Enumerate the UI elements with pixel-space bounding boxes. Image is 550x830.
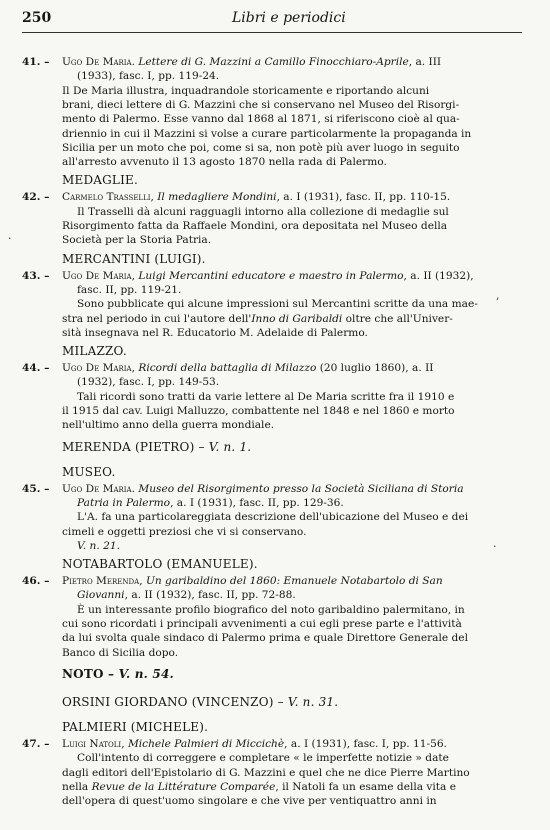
entry-title: Lettere di G. Mazzini a Camillo Finocchiaro-Aprile: [138, 56, 409, 68]
entry-line: [62, 55, 518, 69]
entry-line: [77, 751, 518, 765]
entry-line: [62, 219, 518, 233]
entry-text: brani, dieci lettere di G. Mazzini che si conservano nel Museo del Risorgi-: [62, 98, 460, 111]
entry-text: .: [131, 482, 139, 495]
entry-number: 43. –: [22, 269, 50, 282]
section-heading: [62, 667, 174, 682]
section-heading-text: MILAZZO.: [62, 344, 127, 359]
cross-reference: V. n. 54.: [118, 666, 174, 681]
entry-author: Pietro Merenda: [62, 575, 140, 588]
entry-line: [77, 539, 518, 553]
entry-text: (20 luglio 1860), a. II: [316, 362, 434, 375]
entry-line: [77, 496, 518, 510]
entry-line: [62, 269, 518, 283]
entry-line: [62, 84, 518, 98]
cross-reference: V. n. 1.: [208, 439, 252, 454]
margin-dot: ·: [493, 540, 497, 553]
entry-text: il 1915 dal cav. Luigi Malluzzo, combattente nel 1848 e nel 1860 e morto: [62, 405, 455, 417]
entry-text: È un interessante profilo biografico del noto garibaldino palermitano, in: [77, 603, 465, 616]
section-heading-text: MEDAGLIE.: [62, 173, 139, 188]
entry-title: Revue de la Littérature Comparée: [91, 780, 276, 793]
entry-text: all'arresto avvenuto il 13 agosto 1870 nella rada di Palermo.: [62, 156, 387, 169]
entry-text: fasc. II, pp. 119-21.: [77, 283, 182, 296]
entry-text: , a. I (1931), fasc. II, pp. 110-15.: [276, 191, 451, 204]
section-heading: [62, 173, 138, 188]
entry-title: Patria in Palermo: [77, 496, 171, 509]
entry-line: [62, 127, 518, 141]
entry-text: ,: [121, 737, 128, 750]
entry-text: , a. III: [408, 56, 442, 68]
page-number: 250: [22, 10, 52, 26]
entry-line: [62, 631, 518, 645]
section-heading: [62, 695, 338, 710]
entry-line: [62, 766, 518, 780]
margin-tick: ,: [496, 289, 500, 302]
entry-text: , a. II (1932),: [403, 269, 474, 282]
entry-line: [77, 603, 518, 617]
entry-line: [62, 312, 518, 326]
section-heading-text: PALMIERI (MICHELE).: [62, 719, 209, 734]
entry-line: [77, 588, 518, 602]
section-heading-text: MUSEO.: [62, 464, 116, 479]
entry-text: (1933), fasc. I, pp. 119-24.: [77, 70, 220, 83]
entry-author: Ugo De Maria: [62, 269, 132, 282]
section-heading: [62, 440, 251, 455]
entry-text: cimeli e oggetti preziosi che vi si conservano.: [62, 525, 307, 538]
entry-text: dell'opera di quest'uomo singolare e che vive per ventiquattro anni in: [62, 795, 437, 808]
section-heading-text: NOTABARTOLO (EMANUELE).: [62, 557, 258, 572]
entry-title: Ricordi della battaglia di Milazzo: [138, 362, 317, 375]
entry-text: ,: [139, 575, 146, 588]
entry-line: [62, 112, 518, 126]
entry-title: Inno di Garibaldi: [251, 312, 343, 325]
entry-number: 46. –: [22, 575, 50, 588]
entry-author: Carmelo Trasselli: [62, 191, 151, 204]
entry-line: [77, 69, 518, 83]
entry-line: [62, 525, 518, 539]
page-header: [22, 10, 522, 30]
entry-number: 45. –: [22, 482, 50, 495]
entry-title: V. n. 21.: [77, 539, 120, 552]
entry-title: Il medagliere Mondini: [157, 191, 277, 204]
entry-text: Banco di Sicilia dopo.: [62, 646, 179, 659]
margin-dot: ·: [8, 232, 12, 245]
entry-text: Coll'intento di correggere e completare « le imperfette notizie » date: [77, 752, 449, 765]
entry-line: [62, 794, 518, 808]
entry-text: mento di Palermo. Esse vanno dal 1868 al 1871, si riferiscono cioè al qua-: [62, 113, 460, 126]
entry-text: (1932), fasc. I, pp. 149-53.: [77, 376, 220, 389]
entry-text: da lui svolta quale sindaco di Palermo prima e quale Direttore Generale del: [62, 632, 468, 645]
header-rule: [22, 32, 522, 33]
entry-text: dagli editori dell'Epistolario di G. Mazzini e quel che ne dice Pierre Martino: [62, 766, 470, 779]
entry-number: 41. –: [22, 56, 50, 68]
entry-line: [62, 404, 518, 418]
entry-title: Giovanni: [77, 589, 125, 602]
section-heading: [62, 465, 116, 480]
entry-line: [62, 418, 518, 432]
entry-line: [62, 326, 518, 340]
entry-title: Un garibaldino del 1860: Emanuele Notabartolo di San: [145, 575, 443, 588]
entry-text: oltre che all'Univer-: [342, 312, 453, 325]
section-heading-text: MERENDA (PIETRO) –: [62, 439, 209, 454]
entry-number: 47. –: [22, 737, 50, 750]
entry-line: [77, 375, 518, 389]
entry-text: , il Natoli fa un esame della vita e: [275, 780, 457, 793]
cross-reference: V. n. 31.: [287, 694, 339, 709]
entry-author: Ugo De Maria: [62, 56, 132, 68]
section-heading: [62, 720, 208, 735]
entry-line: [62, 98, 518, 112]
entry-line: [62, 574, 518, 588]
entry-number: 42. –: [22, 191, 50, 204]
entry-text: ,: [131, 362, 139, 375]
section-heading: [62, 344, 127, 359]
entry-text: sità insegnava nel R. Educatorio M. Adelaide di Palermo.: [62, 326, 368, 339]
entry-author: Ugo De Maria: [62, 482, 132, 495]
entry-line: [77, 510, 518, 524]
entry-text: nella: [62, 780, 92, 793]
entry-text: .: [131, 56, 139, 68]
entry-line: [62, 780, 518, 794]
entry-text: Risorgimento fatta da Raffaele Mondini, ora depositata nel Museo della: [62, 220, 448, 232]
entry-line: [77, 390, 518, 404]
entry-line: [77, 205, 518, 219]
entry-line: [77, 283, 518, 297]
entry-text: driennio in cui il Mazzini si volse a curare particolarmente la propaganda in: [62, 127, 472, 140]
entry-text: , a. I (1931), fasc. I, pp. 11-56.: [284, 737, 447, 750]
section-heading: [62, 557, 258, 572]
entry-line: [62, 361, 518, 375]
entry-text: L'A. fa una particolareggiata descrizione dell'ubicazione del Museo e dei: [77, 511, 469, 524]
entry-number: 44. –: [22, 362, 50, 375]
entry-line: [62, 646, 518, 660]
entry-line: [62, 617, 518, 631]
entry-text: Tali ricordi sono tratti da varie lettere al De Maria scritte fra il 1910 e: [77, 390, 455, 403]
entry-text: Il De Maria illustra, inquadrandole storicamente e riportando alcuni: [62, 84, 430, 97]
entry-text: ,: [131, 269, 139, 282]
entry-author: Luigi Natoli: [62, 737, 122, 750]
running-title: Libri e periodici: [232, 10, 346, 26]
entry-text: ,: [150, 191, 158, 204]
entry-line: [62, 737, 518, 751]
entry-text: Il Trasselli dà alcuni ragguagli intorno alla collezione di medaglie sul: [77, 205, 449, 218]
entry-line: [77, 297, 518, 311]
entry-line: [62, 141, 518, 155]
entry-text: , a. II (1932), fasc. II, pp. 72-88.: [124, 589, 296, 602]
entry-text: Società per la Storia Patria.: [62, 234, 212, 247]
section-heading-text: NOTO –: [62, 666, 119, 681]
entry-title: Museo del Risorgimento presso la Società Siciliana di Storia: [138, 482, 464, 495]
entry-text: Sicilia per un moto che poi, come si sa, non potè più aver luogo in seguito: [62, 141, 460, 154]
entry-title: Michele Palmieri di Miccichè: [127, 737, 285, 750]
section-heading-text: MERCANTINI (LUIGI).: [62, 251, 206, 266]
entry-text: nell'ultimo anno della guerra mondiale.: [62, 419, 275, 432]
entry-title: Luigi Mercantini educatore e maestro in Palermo: [138, 269, 404, 282]
section-heading: [62, 252, 206, 267]
entry-text: , a. I (1931), fasc. II, pp. 129-36.: [170, 496, 344, 509]
section-heading-text: ORSINI GIORDANO (VINCENZO) –: [62, 694, 288, 709]
entry-text: Sono pubblicate qui alcune impressioni sul Mercantini scritte da una mae-: [77, 298, 478, 311]
entry-line: [62, 190, 518, 204]
entry-line: [62, 155, 518, 169]
entry-text: stra nel periodo in cui l'autore dell': [62, 312, 252, 325]
entry-line: [62, 233, 518, 247]
entry-line: [62, 482, 518, 496]
entry-author: Ugo De Maria: [62, 362, 132, 375]
entry-text: cui sono ricordati i principali avvenimenti a cui egli prese parte e l'attività: [62, 618, 462, 630]
